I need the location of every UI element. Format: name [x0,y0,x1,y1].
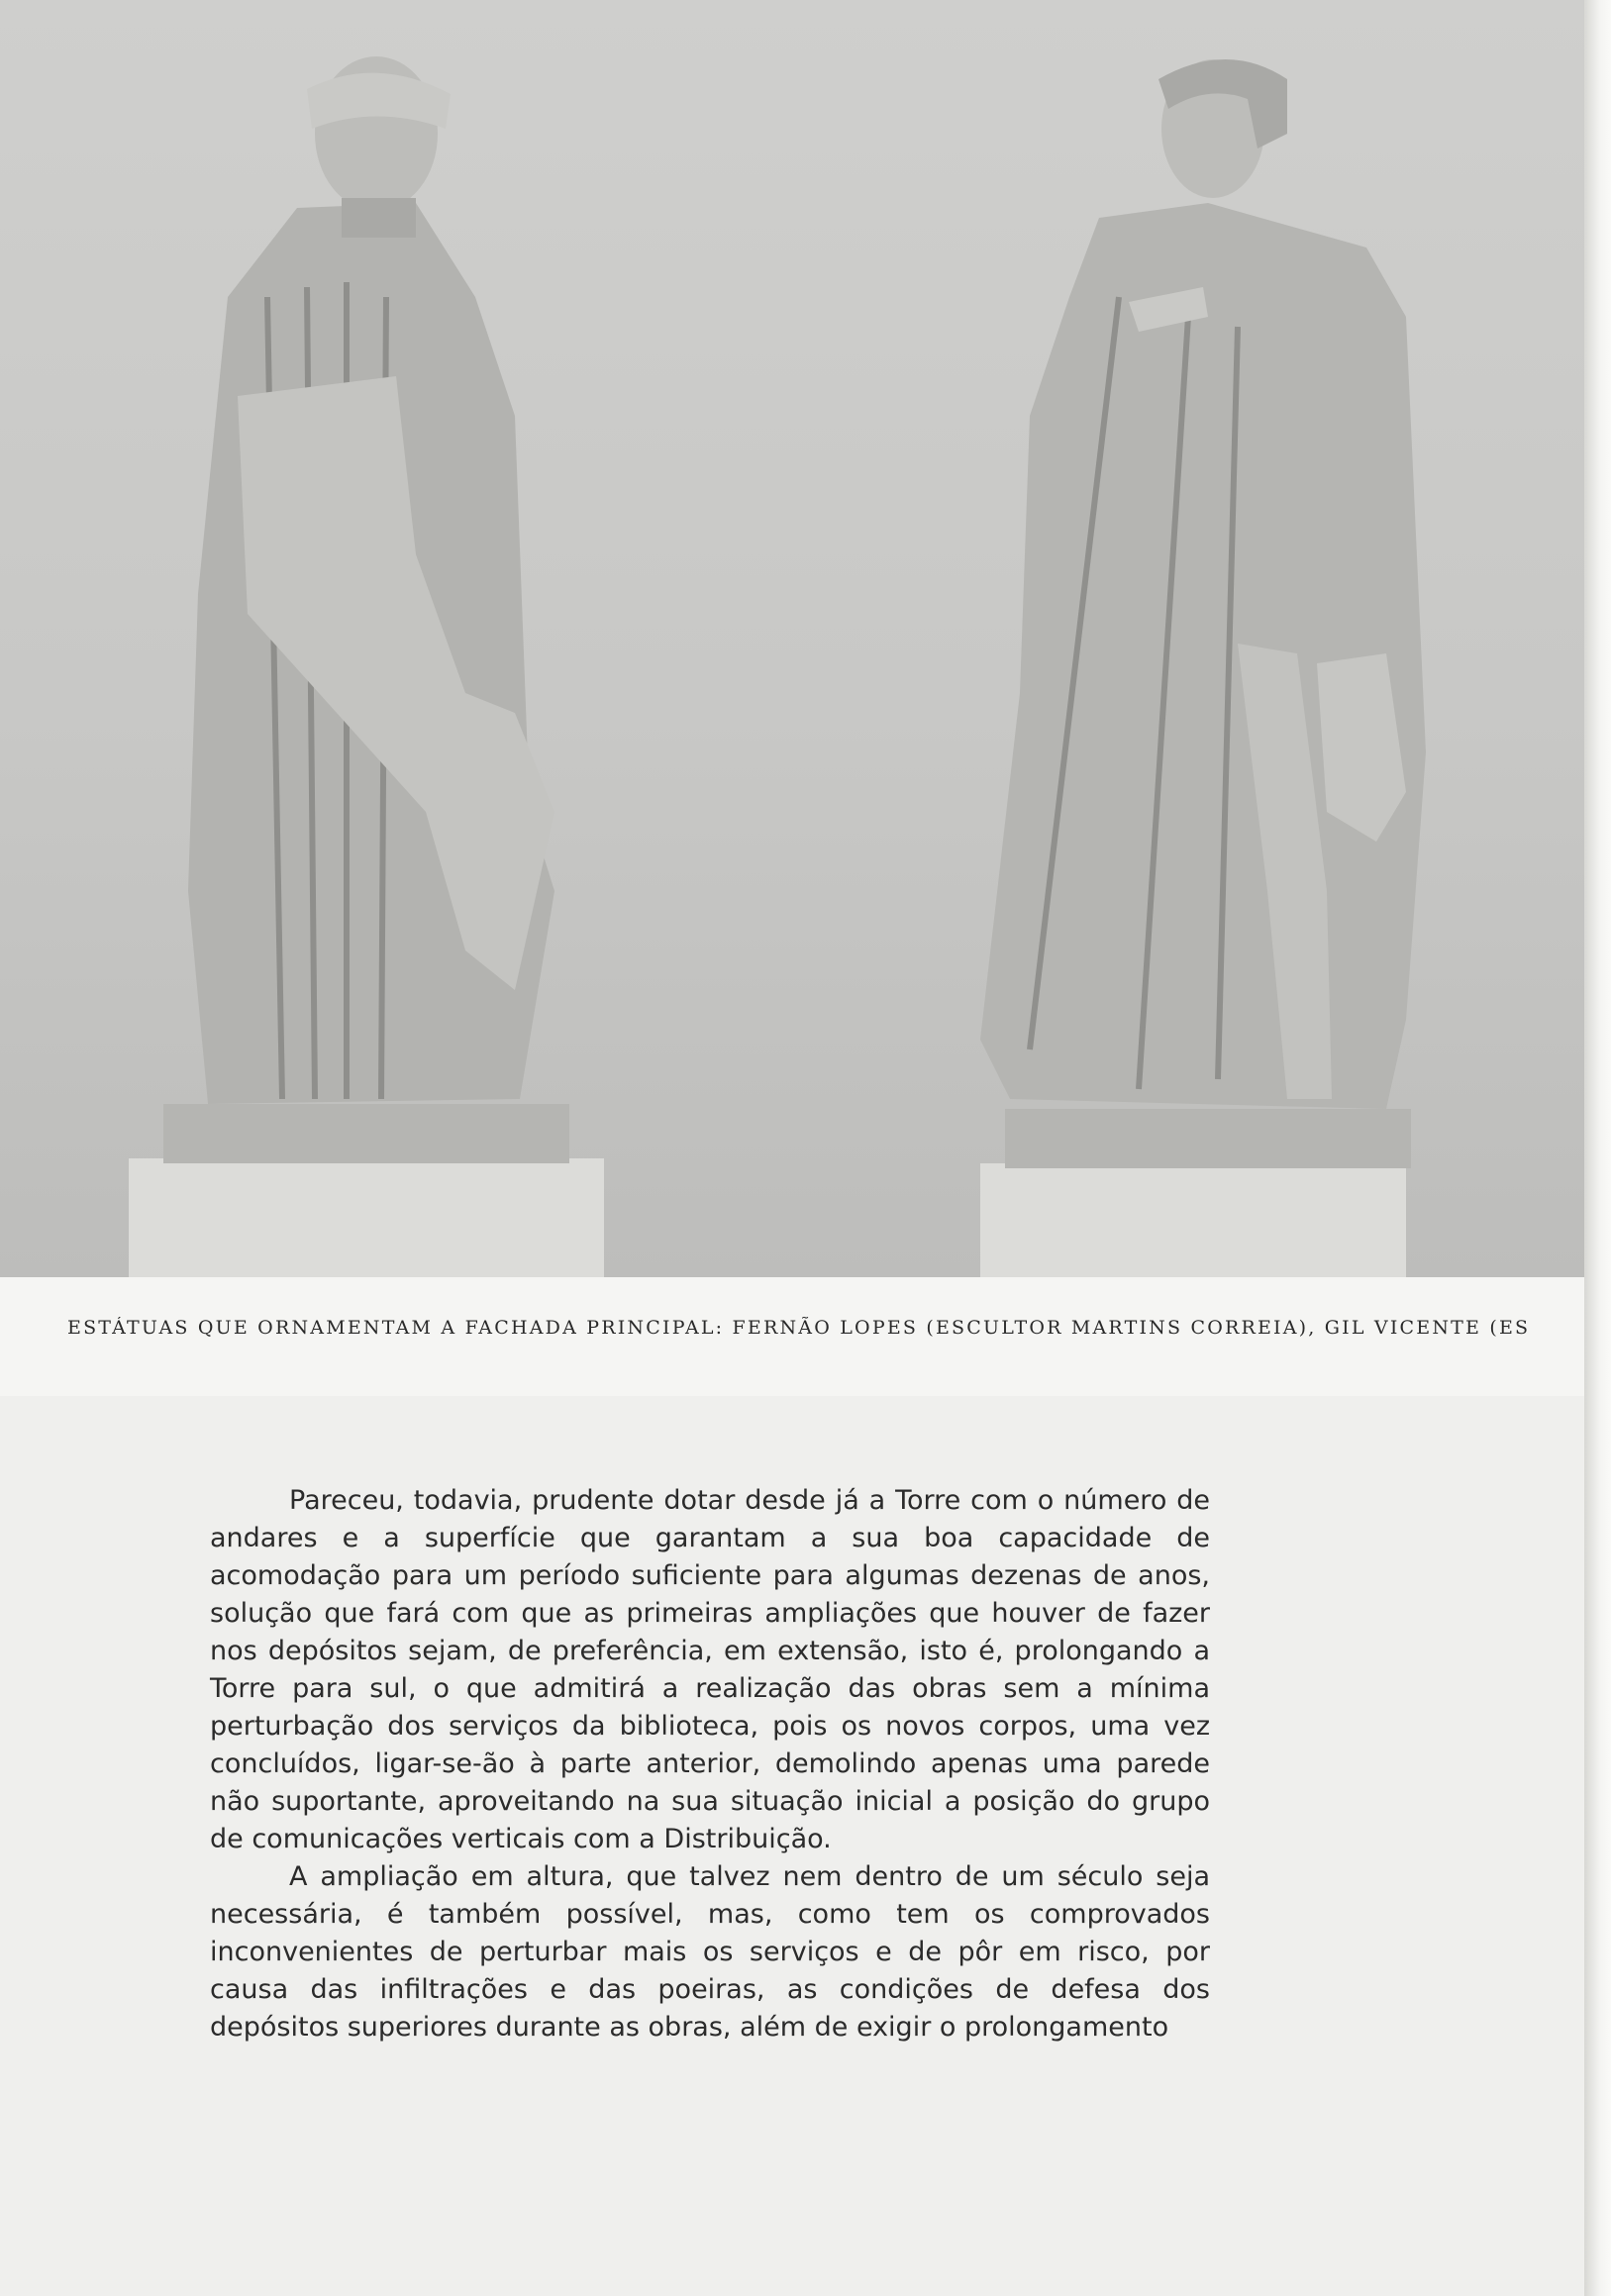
right-pedestal-top [1005,1109,1411,1168]
figure-caption: ESTÁTUAS QUE ORNAMENTAM A FACHADA PRINCIPAL: FERNÃO LOPES (ESCULTOR MARTINS CORREIA), GIL VICENTE (ES [67,1317,1531,1339]
paragraph-1: Pareceu, todavia, prudente dotar desde já a Torre com o número de andares e a superfície que garantam a sua boa capacidade de acomodação para um período suficiente para algumas dezenas de anos, solução que fará com que as primeiras ampliações que houver de fazer nos depósitos sejam, de preferência, em extensão, isto é, prolongando a Torre para sul, o que admitirá a realização das obras sem a mínima perturbação dos serviços da biblioteca, pois os novos corpos, uma vez concluídos, ligar-se-ão à parte anterior, demolindo apenas uma parede não suportante, aproveitando na sua situação inicial a posição do grupo de comunicações verticais com a Distribuição. [210,1485,1210,1854]
paragraph-2: A ampliação em altura, que talvez nem dentro de um século seja necessária, é também possível, mas, como tem os comprovados inconvenientes de perturbar mais os serviços e de pôr em risco, por causa das infiltrações e das poeiras, as condições de defesa dos depósitos superiores durante as obras, além de exigir o prolongamento [210,1861,1210,2043]
right-statue-cloak [980,203,1426,1109]
left-statue-collar [342,198,416,238]
page-edge [1584,0,1611,2296]
right-pedestal-base [980,1163,1406,1277]
left-pedestal-base [129,1158,604,1277]
left-pedestal-top [163,1104,569,1163]
body-text [210,1482,1210,2046]
